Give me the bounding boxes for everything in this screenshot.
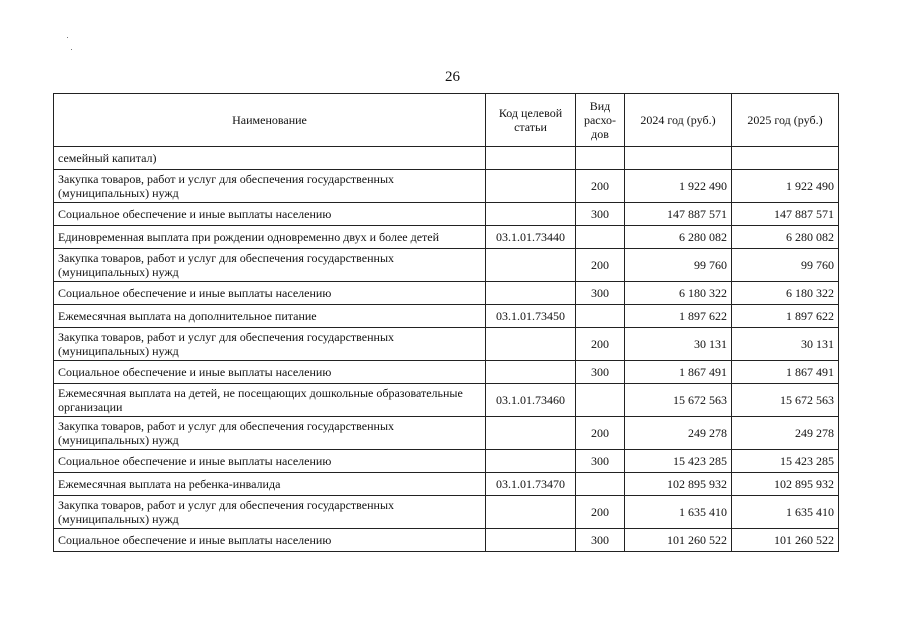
table-header-row — [54, 94, 839, 147]
row-2024: 147 887 571 — [625, 203, 732, 226]
row-code: 03.1.01.73460 — [486, 384, 576, 417]
row-2024: 1 922 490 — [625, 170, 732, 203]
row-type — [576, 384, 625, 417]
row-2025: 6 280 082 — [732, 226, 839, 249]
row-code: 03.1.01.73470 — [486, 473, 576, 496]
row-type — [576, 226, 625, 249]
table-row — [54, 417, 839, 450]
table-row — [54, 328, 839, 361]
row-name: Закупка товаров, работ и услуг для обеспечения государственных (муниципальных) нужд — [54, 496, 486, 529]
scan-speck — [67, 37, 68, 38]
row-2024: 1 897 622 — [625, 305, 732, 328]
row-name: Социальное обеспечение и иные выплаты населению — [54, 203, 486, 226]
header-2025: 2025 год (руб.) — [732, 94, 839, 147]
table-row — [54, 473, 839, 496]
table-row — [54, 529, 839, 552]
table-row — [54, 249, 839, 282]
row-code — [486, 170, 576, 203]
row-type: 200 — [576, 170, 625, 203]
row-2024: 1 635 410 — [625, 496, 732, 529]
row-name: Закупка товаров, работ и услуг для обеспечения государственных (муниципальных) нужд — [54, 328, 486, 361]
row-2024: 1 867 491 — [625, 361, 732, 384]
row-name: Закупка товаров, работ и услуг для обеспечения государственных (муниципальных) нужд — [54, 170, 486, 203]
row-2025: 1 867 491 — [732, 361, 839, 384]
page-number: 26 — [445, 69, 460, 85]
row-name: Единовременная выплата при рождении одновременно двух и более детей — [54, 226, 486, 249]
row-type: 200 — [576, 417, 625, 450]
table-row — [54, 384, 839, 417]
header-code: Код целевой статьи — [486, 94, 576, 147]
row-name: Социальное обеспечение и иные выплаты населению — [54, 529, 486, 552]
row-2025: 147 887 571 — [732, 203, 839, 226]
row-type: 300 — [576, 282, 625, 305]
row-2025: 6 180 322 — [732, 282, 839, 305]
row-2024: 30 131 — [625, 328, 732, 361]
row-2025: 101 260 522 — [732, 529, 839, 552]
row-name: Социальное обеспечение и иные выплаты населению — [54, 361, 486, 384]
row-code — [486, 328, 576, 361]
row-code — [486, 282, 576, 305]
table-row — [54, 282, 839, 305]
row-name: Ежемесячная выплата на дополнительное питание — [54, 305, 486, 328]
table-row — [54, 226, 839, 249]
table-row — [54, 305, 839, 328]
table-row — [54, 170, 839, 203]
table-row — [54, 147, 839, 170]
row-type: 200 — [576, 496, 625, 529]
row-code — [486, 361, 576, 384]
row-2025: 15 423 285 — [732, 450, 839, 473]
row-code — [486, 529, 576, 552]
header-type: Вид расхо-дов — [576, 94, 625, 147]
row-2024 — [625, 147, 732, 170]
budget-table — [53, 93, 839, 552]
row-type: 300 — [576, 203, 625, 226]
row-name: Ежемесячная выплата на ребенка-инвалида — [54, 473, 486, 496]
row-2024: 102 895 932 — [625, 473, 732, 496]
row-name: семейный капитал) — [54, 147, 486, 170]
row-name: Ежемесячная выплата на детей, не посещающих дошкольные образовательные организации — [54, 384, 486, 417]
row-code — [486, 249, 576, 282]
header-2024: 2024 год (руб.) — [625, 94, 732, 147]
scan-speck — [71, 49, 72, 50]
row-2025: 249 278 — [732, 417, 839, 450]
row-type: 200 — [576, 328, 625, 361]
row-2025: 1 635 410 — [732, 496, 839, 529]
table-row — [54, 203, 839, 226]
row-2025: 30 131 — [732, 328, 839, 361]
row-2024: 15 672 563 — [625, 384, 732, 417]
row-code: 03.1.01.73450 — [486, 305, 576, 328]
row-code — [486, 203, 576, 226]
row-type: 300 — [576, 361, 625, 384]
row-2025: 1 922 490 — [732, 170, 839, 203]
table-body — [54, 147, 839, 552]
row-name: Закупка товаров, работ и услуг для обеспечения государственных (муниципальных) нужд — [54, 249, 486, 282]
row-type — [576, 305, 625, 328]
row-2025: 99 760 — [732, 249, 839, 282]
row-2024: 249 278 — [625, 417, 732, 450]
row-name: Закупка товаров, работ и услуг для обеспечения государственных (муниципальных) нужд — [54, 417, 486, 450]
row-type — [576, 473, 625, 496]
row-type: 300 — [576, 529, 625, 552]
row-2025: 1 897 622 — [732, 305, 839, 328]
table-row — [54, 496, 839, 529]
row-name: Социальное обеспечение и иные выплаты населению — [54, 282, 486, 305]
row-2024: 15 423 285 — [625, 450, 732, 473]
row-type — [576, 147, 625, 170]
row-2024: 6 180 322 — [625, 282, 732, 305]
row-type: 300 — [576, 450, 625, 473]
row-code — [486, 147, 576, 170]
row-2025 — [732, 147, 839, 170]
row-code — [486, 496, 576, 529]
header-name: Наименование — [54, 94, 486, 147]
row-code: 03.1.01.73440 — [486, 226, 576, 249]
row-2024: 6 280 082 — [625, 226, 732, 249]
row-code — [486, 450, 576, 473]
row-2024: 101 260 522 — [625, 529, 732, 552]
row-2024: 99 760 — [625, 249, 732, 282]
row-2025: 15 672 563 — [732, 384, 839, 417]
row-2025: 102 895 932 — [732, 473, 839, 496]
row-type: 200 — [576, 249, 625, 282]
table-row — [54, 450, 839, 473]
row-name: Социальное обеспечение и иные выплаты населению — [54, 450, 486, 473]
row-code — [486, 417, 576, 450]
table-row — [54, 361, 839, 384]
